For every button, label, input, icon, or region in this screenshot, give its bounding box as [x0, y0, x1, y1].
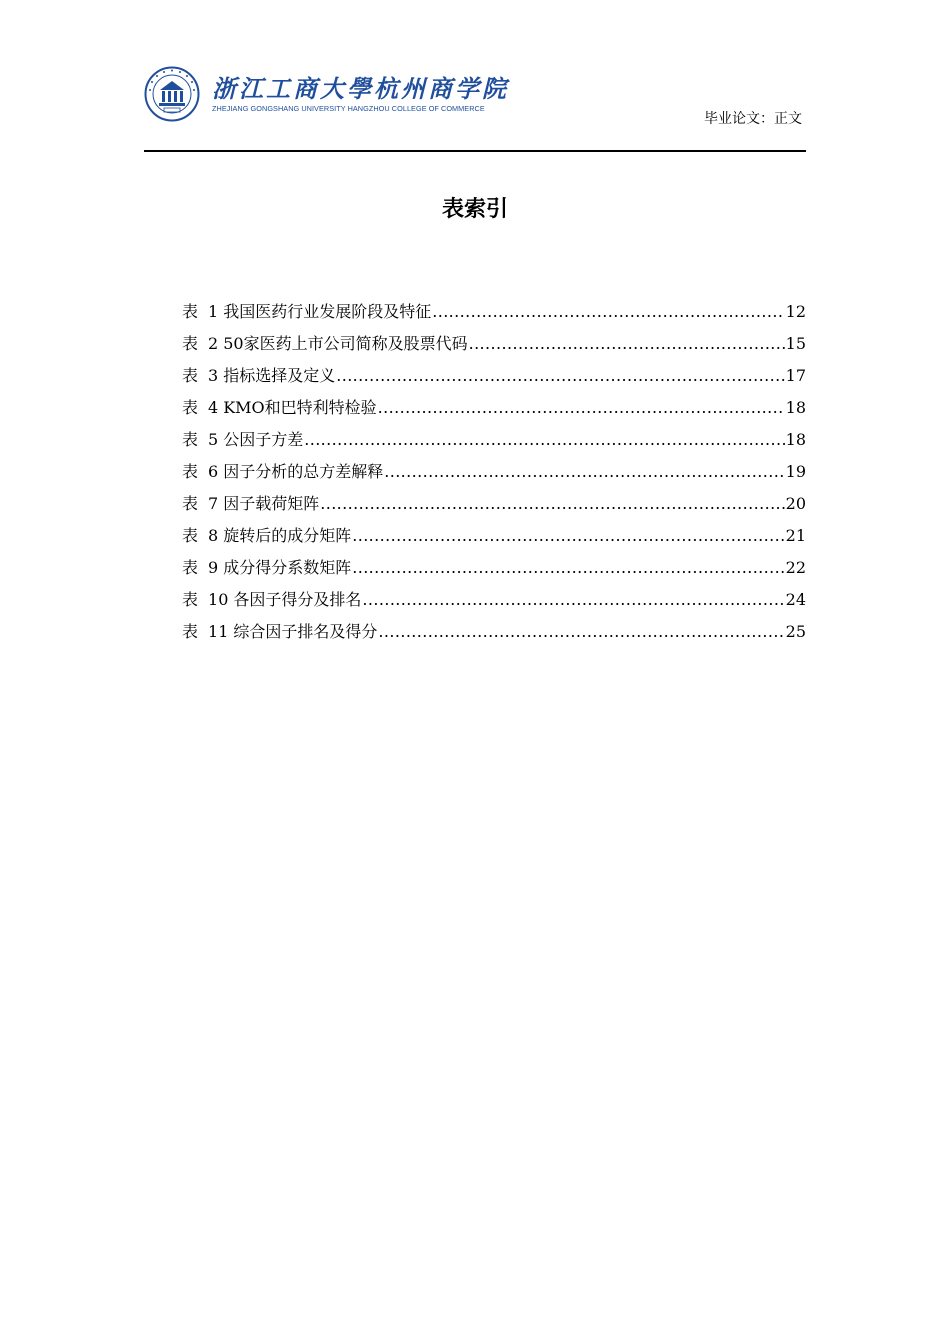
- toc-entry-text: 综合因子排名及得分: [233, 622, 378, 641]
- toc-entry-prefix: 表: [182, 622, 199, 641]
- toc-entry-text: 指标选择及定义: [223, 366, 336, 385]
- university-seal-icon: [144, 66, 200, 122]
- toc-entry-number: 11: [208, 622, 229, 641]
- page-title: 表索引: [441, 197, 508, 222]
- toc-entry[interactable]: [182, 424, 806, 456]
- toc-entry-prefix: 表: [182, 334, 199, 353]
- header-divider: [144, 150, 806, 152]
- toc-entry[interactable]: [182, 456, 806, 488]
- toc-entry-prefix: 表: [182, 430, 199, 449]
- toc-entry-prefix: 表: [182, 526, 199, 545]
- table-index-list: [182, 296, 806, 648]
- toc-entry-prefix: 表: [182, 366, 199, 385]
- toc-entry[interactable]: [182, 360, 806, 392]
- toc-entry-text: 50家医药上市公司简称及股票代码: [223, 334, 468, 353]
- dot-leader: [378, 392, 785, 424]
- toc-entry-text: 旋转后的成分矩阵: [223, 526, 352, 545]
- toc-entry-number: 3: [208, 366, 219, 385]
- toc-entry[interactable]: [182, 328, 806, 360]
- dot-leader: [378, 616, 784, 648]
- toc-entry-page: 20: [785, 494, 806, 513]
- toc-entry-label: [182, 328, 468, 360]
- dot-leader: [362, 584, 784, 616]
- toc-entry-text: 因子载荷矩阵: [223, 494, 320, 513]
- toc-entry-prefix: 表: [182, 398, 199, 417]
- toc-entry-label: [182, 584, 361, 616]
- toc-entry[interactable]: [182, 552, 806, 584]
- toc-entry-label: [182, 424, 303, 456]
- toc-entry-label: [182, 296, 431, 328]
- dot-leader: [304, 424, 784, 456]
- school-name-en: ZHEJIANG GONGSHANG UNIVERSITY HANGZHOU COLLEGE OF COMMERCE: [212, 103, 485, 113]
- toc-entry-number: 6: [208, 462, 219, 481]
- toc-entry-page: 18: [785, 430, 806, 449]
- toc-entry-number: 5: [208, 430, 219, 449]
- document-label: 毕业论文：正文: [704, 111, 802, 127]
- toc-entry[interactable]: [182, 520, 806, 552]
- toc-entry-label: [182, 392, 377, 424]
- toc-entry-label: [182, 616, 377, 648]
- toc-entry-prefix: 表: [182, 462, 199, 481]
- toc-entry-page: 25: [785, 622, 806, 641]
- toc-entry-text: 我国医药行业发展阶段及特征: [223, 302, 432, 321]
- toc-entry-number: 8: [208, 526, 219, 545]
- school-name-cn: 浙江工商大學杭州商学院: [212, 74, 509, 103]
- toc-entry-text: 成分得分系数矩阵: [223, 558, 352, 577]
- toc-entry-number: 1: [208, 302, 219, 321]
- toc-entry-text: 各因子得分及排名: [233, 590, 362, 609]
- toc-entry-number: 2: [208, 334, 219, 353]
- toc-entry-prefix: 表: [182, 558, 199, 577]
- dot-leader: [336, 360, 784, 392]
- toc-entry-label: [182, 456, 383, 488]
- toc-entry[interactable]: [182, 584, 806, 616]
- toc-entry-page: 24: [785, 590, 806, 609]
- page-header: [144, 66, 806, 150]
- toc-entry-text: KMO和巴特利特检验: [223, 398, 377, 417]
- dot-leader: [352, 520, 784, 552]
- toc-entry-prefix: 表: [182, 590, 199, 609]
- toc-entry-label: [182, 488, 319, 520]
- dot-leader: [352, 552, 784, 584]
- toc-entry-prefix: 表: [182, 302, 199, 321]
- toc-entry-page: 18: [785, 398, 806, 417]
- dot-leader: [384, 456, 784, 488]
- toc-entry-page: 19: [785, 462, 806, 481]
- toc-entry-page: 22: [785, 558, 806, 577]
- toc-entry-page: 21: [785, 526, 806, 545]
- toc-entry-page: 12: [785, 302, 806, 321]
- dot-leader: [469, 328, 785, 360]
- toc-entry[interactable]: [182, 488, 806, 520]
- toc-entry[interactable]: [182, 392, 806, 424]
- toc-entry-page: 15: [785, 334, 806, 353]
- toc-entry-page: 17: [785, 366, 806, 385]
- dot-leader: [432, 296, 784, 328]
- university-logo: [144, 66, 509, 122]
- toc-entry[interactable]: [182, 296, 806, 328]
- toc-entry-label: [182, 360, 335, 392]
- toc-entry-prefix: 表: [182, 494, 199, 513]
- toc-entry-number: 10: [208, 590, 229, 609]
- toc-entry-number: 4: [208, 398, 219, 417]
- toc-entry-label: [182, 520, 351, 552]
- toc-entry-text: 因子分析的总方差解释: [223, 462, 384, 481]
- toc-entry-label: [182, 552, 351, 584]
- toc-entry-text: 公因子方差: [223, 430, 304, 449]
- toc-entry-number: 9: [208, 558, 219, 577]
- dot-leader: [320, 488, 784, 520]
- toc-entry[interactable]: [182, 616, 806, 648]
- toc-entry-number: 7: [208, 494, 219, 513]
